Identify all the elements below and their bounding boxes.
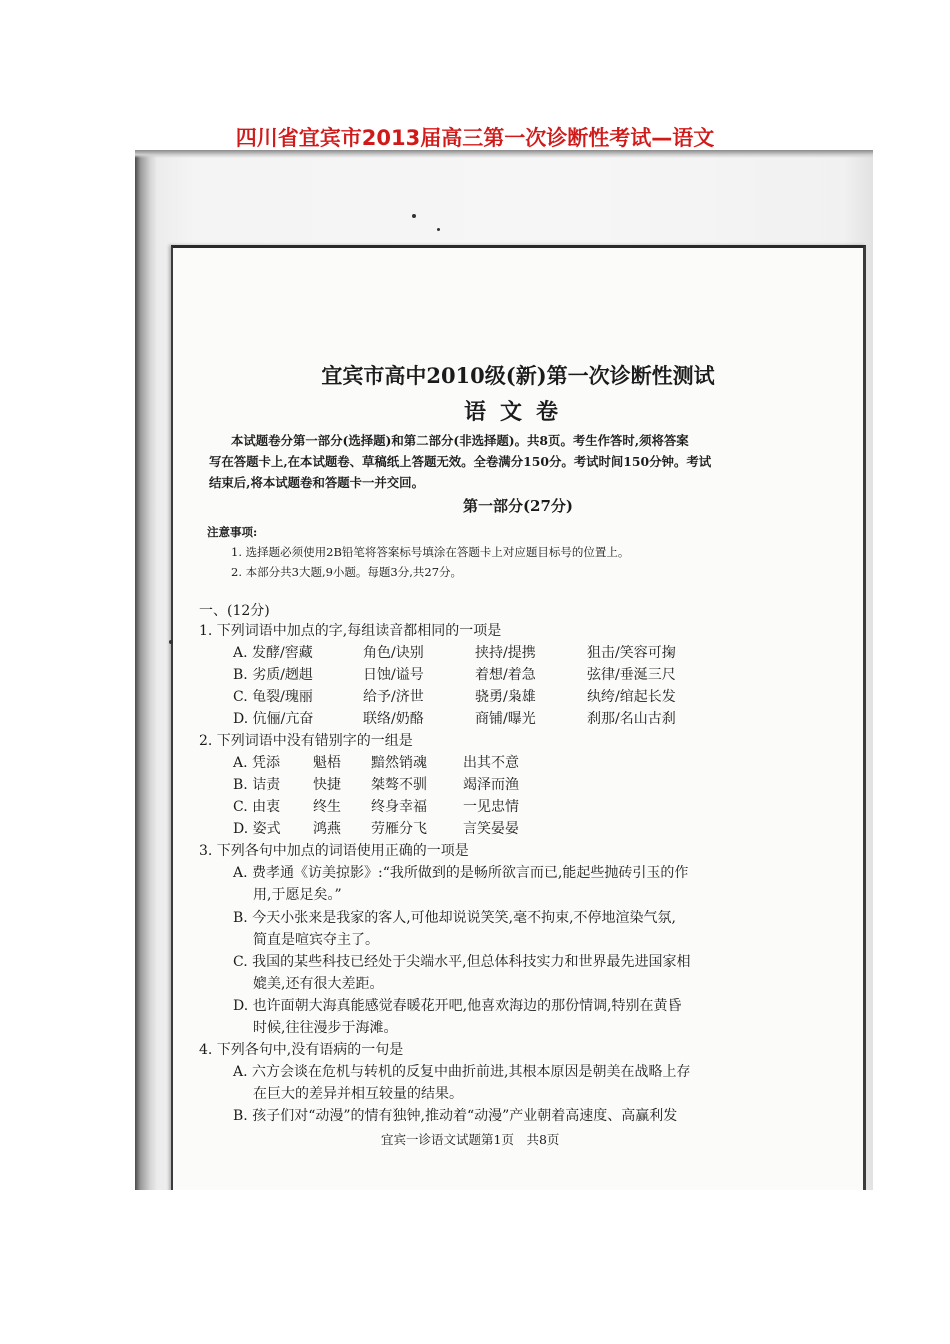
option-line: 简直是喧宾夺主了。 [253, 932, 379, 948]
option-cell: 一见忠情 [463, 799, 519, 815]
scan-speck [412, 214, 416, 218]
question-stem: 3. 下列各句中加点的词语使用正确的一项是 [199, 843, 469, 859]
option-cell: A. 凭添 [233, 755, 281, 771]
option-cell: 竭泽而渔 [463, 777, 519, 793]
part-one-title: 第一部分(27分) [462, 497, 574, 515]
option-line: C. 我国的某些科技已经处于尖端水平,但总体科技实力和世界最先进国家相 [233, 954, 691, 970]
option-line: A. 六方会谈在危机与转机的反复中曲折前进,其根本原因是朝美在战略上存 [233, 1064, 691, 1080]
notice-item: 1. 选择题必须使用2B铅笔将答案标号填涂在答题卡上对应题目标号的位置上。 [231, 545, 630, 559]
option-cell: 桀骜不驯 [371, 777, 427, 793]
option-line: 媲美,还有很大差距。 [253, 976, 384, 992]
scanned-page [135, 150, 873, 1190]
question-stem: 2. 下列词语中没有错别字的一组是 [199, 733, 413, 749]
question-stem: 4. 下列各句中,没有语病的一句是 [199, 1042, 404, 1058]
option-cell: C. 由衷 [233, 799, 281, 815]
option-cell: 劳雁分飞 [371, 821, 427, 837]
exam-title: 宜宾市高中2010级(新)第一次诊断性测试 [321, 363, 715, 388]
option-cell: 终生 [313, 799, 341, 815]
option-cell: D. 姿式 [233, 821, 281, 837]
scan-speck [437, 228, 440, 231]
option-cell: 骁勇/枭雄 [475, 689, 536, 705]
option-cell: D. 伉俪/亢奋 [233, 711, 314, 727]
option-cell: 给予/济世 [363, 689, 424, 705]
option-cell: 终身幸福 [371, 799, 427, 815]
question-stem: 1. 下列词语中加点的字,每组读音都相同的一项是 [199, 623, 502, 639]
option-cell: 出其不意 [463, 755, 519, 771]
scan-edge-shadow [135, 150, 157, 1190]
option-cell: 言笑晏晏 [463, 821, 519, 837]
section-heading: 一、(12分) [199, 603, 270, 619]
option-cell: 商铺/曝光 [475, 711, 536, 727]
option-cell: 着想/着急 [475, 667, 536, 683]
option-cell: B. 劣质/趔趄 [233, 667, 313, 683]
option-cell: 魁梧 [313, 755, 341, 771]
option-cell: A. 发酵/窖藏 [233, 645, 313, 661]
option-cell: 快捷 [313, 777, 341, 793]
option-cell: C. 龟裂/瑰丽 [233, 689, 313, 705]
option-line: D. 也许面朝大海真能感觉春暖花开吧,他喜欢海边的那份情调,特别在黄昏 [233, 998, 682, 1014]
option-cell: 纨绔/绾起长发 [587, 689, 676, 705]
intro-line: 结束后,将本试题卷和答题卡一并交回。 [209, 475, 424, 490]
option-line: A. 费孝通《访美掠影》:“我所做到的是畅所欲言而已,能起些抛砖引玉的作 [233, 865, 689, 881]
option-cell: 黯然销魂 [371, 755, 427, 771]
intro-line: 写在答题卡上,在本试题卷、草稿纸上答题无效。全卷满分150分。考试时间150分钟。考试 [209, 454, 712, 469]
option-cell: 挟持/提携 [475, 645, 536, 661]
exam-paper [171, 245, 866, 1190]
option-line: 在巨大的差异并相互较量的结果。 [253, 1086, 463, 1102]
subject-title: 语文卷 [463, 399, 572, 425]
option-cell: 刹那/名山古刹 [587, 711, 676, 727]
option-cell: 鸿燕 [313, 821, 341, 837]
notice-item: 2. 本部分共3大题,9小题。每题3分,共27分。 [231, 565, 463, 579]
notice-label: 注意事项: [207, 525, 258, 539]
option-cell: 日蚀/谥号 [363, 667, 424, 683]
scan-top-shadow [135, 150, 873, 158]
option-line: 时候,往往漫步于海滩。 [253, 1020, 398, 1036]
scan-speck [169, 640, 173, 644]
intro-line: 本试题卷分第一部分(选择题)和第二部分(非选择题)。共8页。考生作答时,须将答案 [231, 433, 689, 448]
option-line: B. 孩子们对“动漫”的情有独钟,推动着“动漫”产业朝着高速度、高赢利发 [233, 1108, 678, 1124]
document-title: 四川省宜宾市2013届高三第一次诊断性考试—语文 [235, 126, 715, 150]
option-cell: 弦律/垂涎三尺 [587, 667, 676, 683]
option-line: B. 今天小张来是我家的客人,可他却说说笑笑,毫不拘束,不停地渲染气氛, [233, 910, 676, 926]
option-cell: B. 诘责 [233, 777, 281, 793]
option-cell: 角色/诀别 [363, 645, 424, 661]
option-cell: 联络/奶酪 [363, 711, 424, 727]
page-footer: 宜宾一诊语文试题第1页 共8页 [381, 1132, 560, 1147]
option-cell: 狙击/笑容可掬 [587, 645, 676, 661]
option-line: 用,于愿足矣。” [253, 887, 342, 903]
